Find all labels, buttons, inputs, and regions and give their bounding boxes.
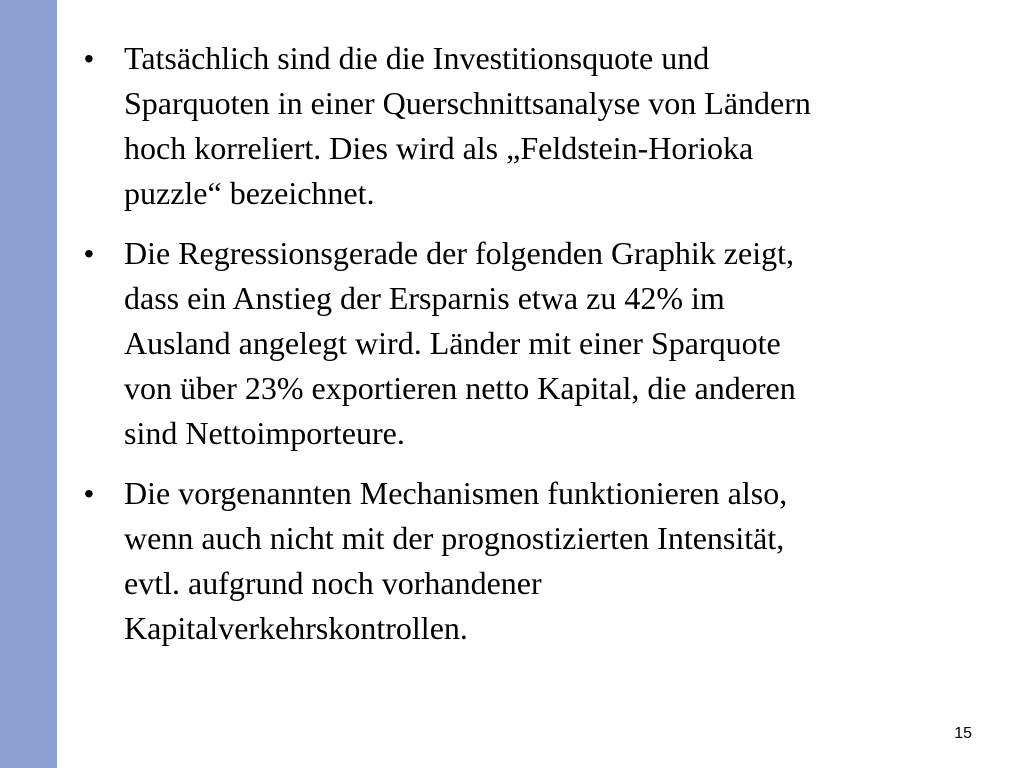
slide-sidebar xyxy=(0,0,57,768)
bullet-text-line: hoch korreliert. Dies wird als „Feldstein-Horioka xyxy=(124,130,754,166)
bullet-icon: • xyxy=(84,238,94,269)
bullet-text-line: Kapitalverkehrskontrollen. xyxy=(124,610,468,646)
bullet-text-line: sind Nettoimporteure. xyxy=(124,415,405,451)
bullet-item xyxy=(82,231,987,456)
bullet-text-line: Tatsächlich sind die die Investitionsquote und xyxy=(124,40,710,76)
bullet-icon: • xyxy=(84,43,94,74)
bullet-list xyxy=(82,36,987,666)
bullet-item xyxy=(82,36,987,216)
bullet-text-line: dass ein Anstieg der Ersparnis etwa zu 42% im xyxy=(124,280,725,316)
bullet-text-line: von über 23% exportieren netto Kapital, die anderen xyxy=(124,370,796,406)
bullet-text-line: Die Regressionsgerade der folgenden Graphik zeigt, xyxy=(124,235,794,271)
bullet-text-line: Ausland angelegt wird. Länder mit einer Sparquote xyxy=(124,325,781,361)
bullet-text-line: wenn auch nicht mit der prognostizierten Intensität, xyxy=(124,520,785,556)
bullet-icon: • xyxy=(84,478,94,509)
bullet-item xyxy=(82,471,987,651)
bullet-text-line: Sparquoten in einer Querschnittsanalyse von Ländern xyxy=(124,85,811,121)
bullet-text-line: Die vorgenannten Mechanismen funktionieren also, xyxy=(124,475,788,511)
bullet-text-line: puzzle“ bezeichnet. xyxy=(124,175,375,211)
page-number: 15 xyxy=(954,725,972,742)
bullet-text-line: evtl. aufgrund noch vorhandener xyxy=(124,565,542,601)
